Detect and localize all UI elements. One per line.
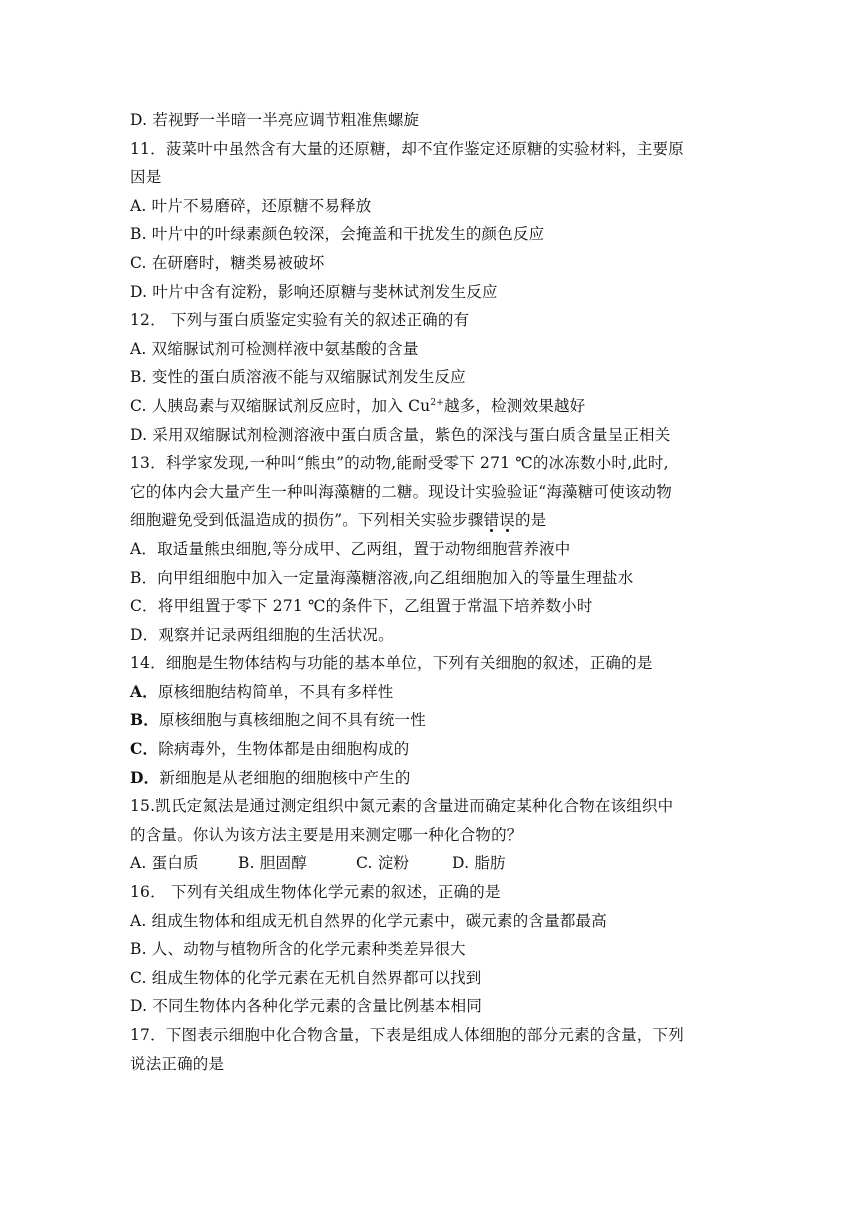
q15-option-d: D. 脂肪 [452, 854, 506, 873]
q15-option-a: A. 蛋白质 [130, 854, 199, 873]
q10-option-d: D. 若视野一半暗一半亮应调节粗准焦螺旋 [130, 111, 420, 129]
q11-stem-line-2: 因是 [130, 168, 162, 187]
q16-option-d: D. 不同生物体内各种化学元素的含量比例基本相同 [130, 997, 483, 1016]
q13-stem-line-1: 13．科学家发现,一种叫“熊虫”的动物,能耐受零下 271 ℃的冰冻数小时,此时, [130, 454, 669, 473]
option-text: 原核细胞结构简单，不具有多样性 [157, 682, 394, 701]
option-label: C． [130, 739, 159, 759]
q13-stem-line-3 [130, 506, 740, 535]
q12-option-d: D. 采用双缩脲试剂检测溶液中蛋白质含量，紫色的深浅与蛋白质含量呈正相关 [130, 425, 671, 444]
q15-stem-line-1: 15.凯氏定氮法是通过测定组织中氮元素的含量进而确定某种化合物在该组织中 [130, 797, 674, 816]
q13-option-a: A．取适量熊虫细胞,等分成甲、乙两组，置于动物细胞营养液中 [130, 539, 571, 558]
emphasis-char-2: 误 [499, 511, 515, 530]
q13-option-c: C．将甲组置于零下 271 ℃的条件下，乙组置于常温下培养数小时 [130, 597, 593, 616]
option-text: 原核细胞与真核细胞之间不具有统一性 [159, 711, 426, 730]
q12-stem: 12． 下列与蛋白质鉴定实验有关的叙述正确的有 [130, 311, 470, 330]
q13-stem-text: 细胞避免受到低温造成的损伤”。下列相关实验步骤 [130, 511, 484, 530]
q17-stem-line-1: 17．下图表示细胞中化合物含量，下表是组成人体细胞的部分元素的含量，下列 [130, 1026, 684, 1044]
q14-option-c [130, 735, 740, 764]
q17-stem-line-2: 说法正确的是 [130, 1054, 225, 1073]
q11-option-d: D. 叶片中含有淀粉，影响还原糖与斐林试剂发生反应 [130, 282, 498, 301]
q14-option-d [130, 764, 740, 793]
option-label: A． [130, 681, 158, 701]
q12-option-a: A. 双缩脲试剂可检测样液中氨基酸的含量 [130, 339, 419, 358]
q15-stem-line-2: 的含量。你认为该方法主要是用来测定哪一种化合物的？ [130, 825, 523, 844]
q13-option-b: B．向甲组细胞中加入一定量海藻糖溶液,向乙组细胞加入的等量生理盐水 [130, 568, 634, 587]
q11-option-b: B. 叶片中的叶绿素颜色较深，会掩盖和干扰发生的颜色反应 [130, 225, 545, 244]
q15-option-b: B. 胆固醇 [238, 854, 307, 873]
q14-option-a [130, 678, 740, 707]
q11-option-a: A. 叶片不易磨碎，还原糖不易释放 [130, 196, 372, 215]
q13-stem-line-2: 它的体内会大量产生一种叫海藻糖的二糖。现设计实验验证“海藻糖可使该动物 [130, 482, 672, 501]
q12-option-c [130, 392, 740, 421]
emphasis-char-1: 错 [483, 511, 500, 530]
question-list [130, 106, 740, 1078]
q12-option-c-text-end: 越多，检测效果越好 [444, 396, 586, 415]
q16-option-b: B. 人、动物与植物所含的化学元素种类差异很大 [130, 940, 466, 959]
option-text: 新细胞是从老细胞的细胞核中产生的 [159, 768, 411, 787]
q11-option-c: C. 在研磨时，糖类易被破坏 [130, 253, 325, 272]
option-text: 除病毒外，生物体都是由细胞构成的 [158, 740, 410, 759]
q14-option-b [130, 706, 740, 735]
q12-option-c-text: C. 人胰岛素与双缩脲试剂反应时，加入 Cu [130, 396, 431, 415]
q12-option-c-superscript: 2+ [430, 397, 445, 408]
q15-options [130, 849, 740, 878]
q13-option-d: D．观察并记录两组细胞的生活状况。 [130, 625, 394, 644]
q15-option-c: C. 淀粉 [356, 854, 410, 873]
q11-stem-line-1: 11．菠菜叶中虽然含有大量的还原糖，却不宜作鉴定还原糖的实验材料，主要原 [130, 139, 684, 158]
q16-option-a: A. 组成生物体和组成无机自然界的化学元素中，碳元素的含量都最高 [130, 911, 607, 930]
q16-option-c: C. 组成生物体的化学元素在无机自然界都可以找到 [130, 968, 482, 987]
option-label: D． [130, 767, 160, 787]
q16-stem: 16． 下列有关组成生物体化学元素的叙述，正确的是 [130, 883, 501, 902]
option-label: B． [130, 710, 160, 730]
q14-stem: 14．细胞是生物体结构与功能的基本单位，下列有关细胞的叙述，正确的是 [130, 654, 653, 673]
q12-option-b: B. 变性的蛋白质溶液不能与双缩脲试剂发生反应 [130, 368, 466, 387]
q13-stem-text-end: 的是 [514, 511, 547, 530]
